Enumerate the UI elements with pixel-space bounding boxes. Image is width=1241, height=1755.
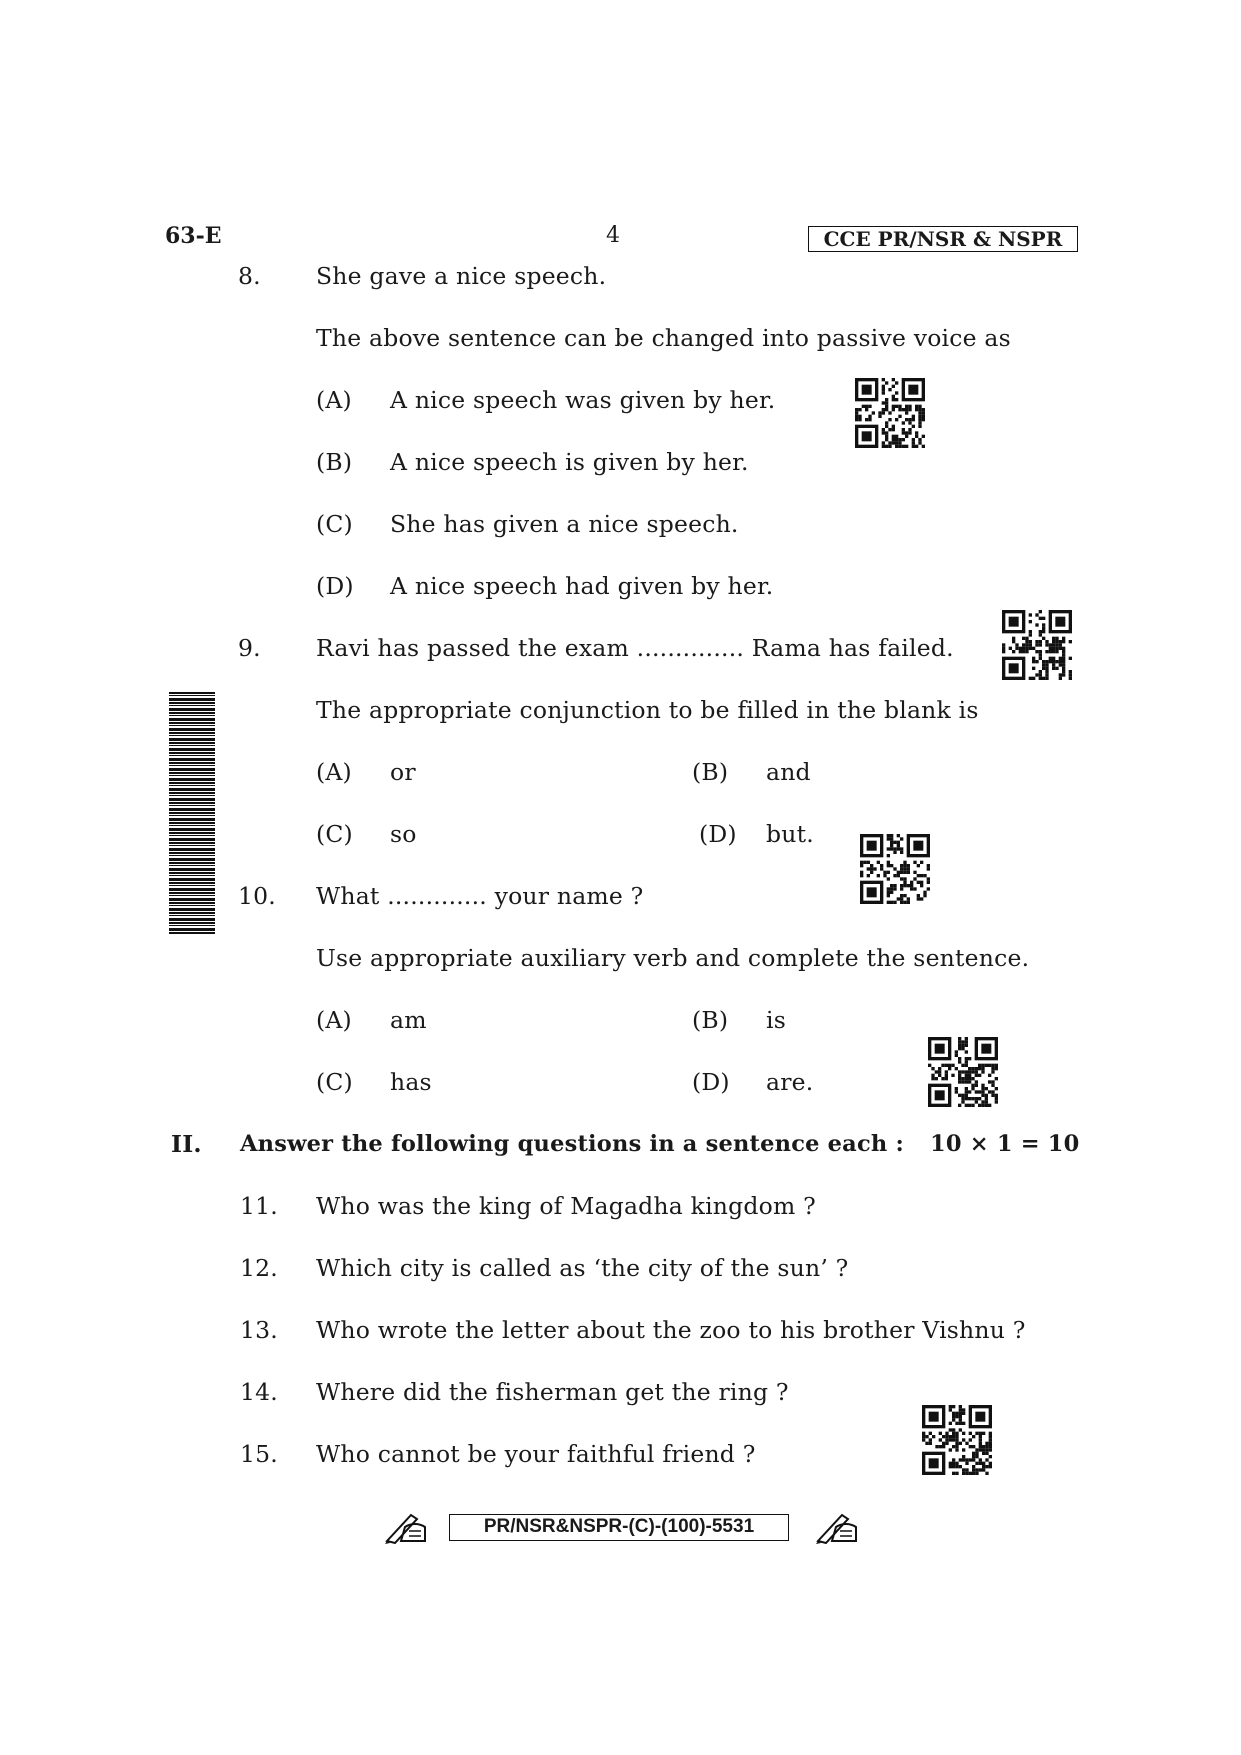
option-text: so (390, 820, 417, 848)
writing-hand-icon (381, 1505, 429, 1545)
question-instruction: The appropriate conjunction to be filled in the blank is (316, 696, 979, 724)
question-number: 15. (240, 1440, 278, 1468)
question-text: Who cannot be your faithful friend ? (316, 1440, 756, 1468)
qr-code-icon (1002, 610, 1072, 680)
option-text: has (390, 1068, 432, 1096)
option-text: but. (766, 820, 814, 848)
option-label: (A) (316, 386, 352, 414)
exam-title-box: CCE PR/NSR & NSPR (808, 226, 1078, 252)
section-heading: Answer the following questions in a sentence each : (240, 1131, 904, 1157)
option-label: (B) (316, 448, 353, 476)
option-text: She has given a nice speech. (390, 510, 739, 538)
question-number: 13. (240, 1316, 278, 1344)
paper-code: 63-E (165, 223, 222, 249)
question-number: 12. (240, 1254, 278, 1282)
option-text: A nice speech is given by her. (390, 448, 749, 476)
option-label: (C) (316, 510, 353, 538)
question-number: 11. (240, 1192, 278, 1220)
option-label: (B) (692, 758, 729, 786)
writing-hand-icon (812, 1505, 860, 1545)
question-text: Where did the fisherman get the ring ? (316, 1378, 789, 1406)
option-text: or (390, 758, 416, 786)
section-marks: 10 × 1 = 10 (930, 1131, 1080, 1157)
option-text: is (766, 1006, 786, 1034)
section-numeral: II. (171, 1130, 202, 1158)
question-text: Ravi has passed the exam .............. Rama has failed. (316, 634, 954, 662)
qr-code-icon (860, 834, 930, 904)
question-number: 8. (238, 262, 261, 290)
option-label: (D) (316, 572, 354, 600)
option-label: (C) (316, 1068, 353, 1096)
option-text: A nice speech was given by her. (390, 386, 776, 414)
page-number: 4 (606, 223, 620, 248)
option-label: (A) (316, 1006, 352, 1034)
qr-code-icon (922, 1405, 992, 1475)
option-text: and (766, 758, 811, 786)
barcode-icon (169, 692, 215, 935)
question-instruction: The above sentence can be changed into passive voice as (316, 324, 1011, 352)
question-number: 10. (238, 882, 276, 910)
option-label: (B) (692, 1006, 729, 1034)
option-text: A nice speech had given by her. (390, 572, 774, 600)
qr-code-icon (855, 378, 925, 448)
question-instruction: Use appropriate auxiliary verb and complete the sentence. (316, 944, 1030, 972)
question-text: Who wrote the letter about the zoo to his brother Vishnu ? (316, 1316, 1026, 1344)
qr-code-icon (928, 1037, 998, 1107)
option-text: am (390, 1006, 427, 1034)
option-label: (D) (699, 820, 737, 848)
option-label: (D) (692, 1068, 730, 1096)
option-label: (A) (316, 758, 352, 786)
question-text: She gave a nice speech. (316, 262, 607, 290)
question-number: 9. (238, 634, 261, 662)
question-text: What ............. your name ? (316, 882, 644, 910)
footer-code-box: PR/NSR&NSPR-(C)-(100)-5531 (449, 1514, 789, 1541)
option-text: are. (766, 1068, 814, 1096)
question-number: 14. (240, 1378, 278, 1406)
question-text: Who was the king of Magadha kingdom ? (316, 1192, 816, 1220)
question-text: Which city is called as ‘the city of the sun’ ? (316, 1254, 849, 1282)
option-label: (C) (316, 820, 353, 848)
